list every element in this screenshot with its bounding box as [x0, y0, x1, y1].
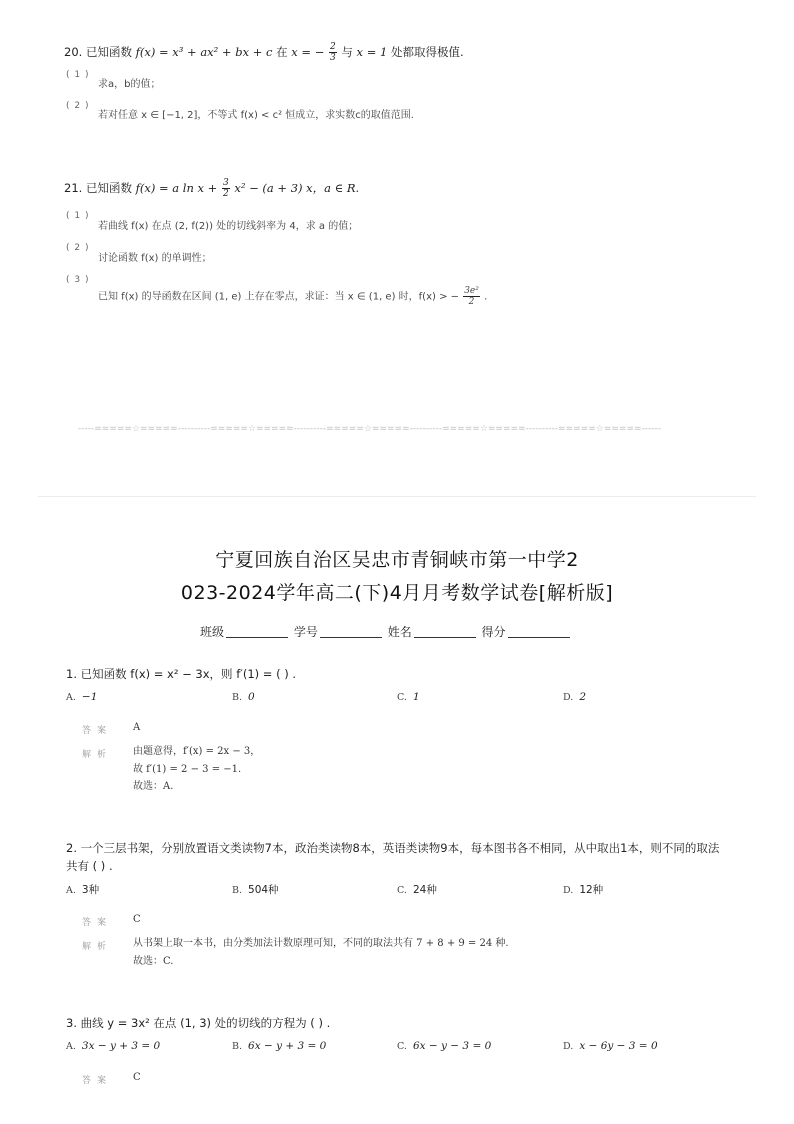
field-score-label: 得分: [481, 625, 506, 639]
q21-frac-denominator: 2: [222, 189, 229, 199]
q20-condition-2: x = 1: [356, 45, 388, 59]
paper-title-line-2: 023-2024学年高二(下)4月月考数学试卷[解析版]: [180, 582, 614, 604]
q1-answer: A: [133, 722, 141, 733]
q2-analysis-line-1: 从书架上取一本书，由分类加法计数原理可知，不同的取法共有 7 + 8 + 9 = 24 种.: [133, 938, 509, 949]
option-text: 6x − y − 3 = 0: [412, 1040, 492, 1052]
option-label: A.: [66, 885, 76, 896]
q1-answer-label: 答案: [82, 726, 113, 736]
q20-stem-text-d: 处都取得极值.: [390, 45, 464, 59]
q21-fraction: [222, 178, 230, 199]
question-20-stem: [64, 42, 464, 63]
q3-answer: C: [133, 1072, 141, 1083]
option-label: C.: [397, 1041, 407, 1052]
q21-part3-frac-denominator: 2: [468, 297, 475, 307]
q3-option-b: [232, 1040, 326, 1052]
q20-stem-text-c: 与: [341, 45, 353, 59]
q2-option-a: [66, 882, 99, 897]
q20-part2-label: ( 2 ): [66, 101, 90, 111]
q20-part1-text: 求a，b的值；: [98, 79, 161, 90]
field-id-label: 学号: [293, 625, 318, 639]
q21-formula-a: f(x) = a ln x +: [135, 181, 218, 195]
q20-frac-numerator: 2: [330, 42, 336, 52]
q20-part2-text: 若对任意 x ∈ [−1, 2]，不等式 f(x) < c² 恒成立，求实数c的取值范围.: [98, 110, 414, 121]
option-text: 0: [248, 691, 255, 703]
field-class-label: 班级: [200, 625, 225, 639]
q1-analysis-line-3: 故选：A.: [133, 781, 174, 792]
option-label: D.: [563, 1041, 574, 1052]
q1-option-d: [563, 691, 586, 703]
q3-option-c: [397, 1040, 491, 1052]
option-label: D.: [563, 885, 574, 896]
q2-answer-label: 答案: [82, 918, 113, 928]
field-class-blank[interactable]: [226, 637, 288, 638]
option-text: −1: [81, 691, 98, 703]
q21-part3-end: .: [484, 291, 488, 303]
q21-part2-text: 讨论函数 f(x) 的单调性；: [98, 253, 212, 264]
option-text: 3种: [81, 884, 100, 896]
option-label: A.: [66, 1041, 76, 1052]
option-text: 504种: [248, 884, 279, 896]
question-2-stem-line-1: 2. 一个三层书架，分别放置语文类读物7本，政治类读物8本，英语类读物9本，每本图书各不相同，从中取出1本，则不同的取法: [66, 841, 720, 855]
field-score-blank[interactable]: [508, 637, 570, 638]
q1-analysis-line-2: 故 f′(1) = 2 − 3 = −1.: [133, 764, 242, 775]
q21-part3-label: ( 3 ): [66, 275, 90, 285]
q1-analysis-line-1: 由题意得，f′(x) = 2x − 3，: [133, 746, 261, 757]
student-info-fields: [200, 623, 572, 640]
option-label: B.: [232, 885, 243, 896]
q21-part1-text: 若曲线 f(x) 在点 (2, f(2)) 处的切线斜率为 4，求 a 的值；: [98, 221, 359, 232]
q21-part3-fraction: [463, 286, 480, 307]
q2-analysis-line-2: 故选：C.: [133, 956, 174, 967]
q21-frac-numerator: 3: [222, 178, 229, 188]
q20-stem-text: 20. 已知函数: [64, 45, 132, 59]
q2-answer: C: [133, 914, 141, 925]
q20-frac-denominator: 3: [330, 53, 336, 63]
q3-answer-label: 答案: [82, 1076, 113, 1086]
q2-option-b: [232, 882, 279, 897]
q1-option-c: [397, 691, 420, 703]
q2-option-d: [563, 882, 603, 897]
option-text: 6x − y + 3 = 0: [248, 1040, 327, 1052]
option-label: D.: [563, 692, 574, 703]
q1-analysis-label: 解析: [82, 750, 113, 760]
question-3-stem: 3. 曲线 y = 3x² 在点 (1, 3) 处的切线的方程为 ( ) .: [66, 1016, 331, 1030]
q2-option-c: [397, 882, 437, 897]
q20-stem-text-b: 在: [276, 45, 288, 59]
question-21-stem: [64, 178, 359, 199]
q20-formula: f(x) = x³ + ax² + bx + c: [135, 45, 273, 59]
option-label: B.: [232, 1041, 243, 1052]
q1-option-a: [66, 691, 97, 703]
q20-part1-label: ( 1 ): [66, 70, 90, 80]
option-text: 2: [579, 691, 586, 703]
field-name-blank[interactable]: [414, 637, 476, 638]
option-text: 1: [412, 691, 420, 703]
option-text: 24种: [412, 884, 437, 896]
q3-option-a: [66, 1040, 160, 1052]
field-name-label: 姓名: [387, 625, 412, 639]
q21-part2-label: ( 2 ): [66, 243, 90, 253]
paper-title-line-1: 宁夏回族自治区吴忠市青铜峡市第一中学2: [215, 549, 579, 571]
q21-part3-frac-numerator: 3e²: [464, 286, 479, 296]
q2-analysis-label: 解析: [82, 942, 113, 952]
q21-part1-label: ( 1 ): [66, 211, 90, 221]
q21-part3-text: 已知 f(x) 的导函数在区间 (1, e) 上存在零点，求证：当 x ∈ (1, e) 时，f(x) > −: [98, 291, 460, 303]
q3-option-d: [563, 1040, 658, 1052]
q21-part3: [98, 286, 487, 307]
page-break-line: [38, 496, 756, 497]
option-text: x − 6y − 3 = 0: [579, 1040, 658, 1052]
q21-formula-b: x² − (a + 3) x，a ∈ R.: [234, 181, 360, 195]
q21-stem-text: 21. 已知函数: [64, 181, 132, 195]
option-text: 12种: [579, 884, 604, 896]
option-label: A.: [66, 692, 76, 703]
section-divider: -----=====☆=====----------=====☆=====----------=====☆=====----------=====☆=====----------=====☆=====------: [78, 424, 662, 434]
option-label: B.: [232, 692, 243, 703]
option-label: C.: [397, 692, 407, 703]
option-text: 3x − y + 3 = 0: [81, 1040, 161, 1052]
q20-fraction: [329, 42, 337, 63]
question-1-stem: 1. 已知函数 f(x) = x² − 3x，则 f′(1) = ( ) .: [66, 667, 297, 681]
field-id-blank[interactable]: [320, 637, 382, 638]
q20-condition-1: x = −: [291, 45, 325, 59]
question-2-stem-line-2: 共有 ( ) .: [66, 859, 113, 873]
q1-option-b: [232, 691, 255, 703]
option-label: C.: [397, 885, 407, 896]
